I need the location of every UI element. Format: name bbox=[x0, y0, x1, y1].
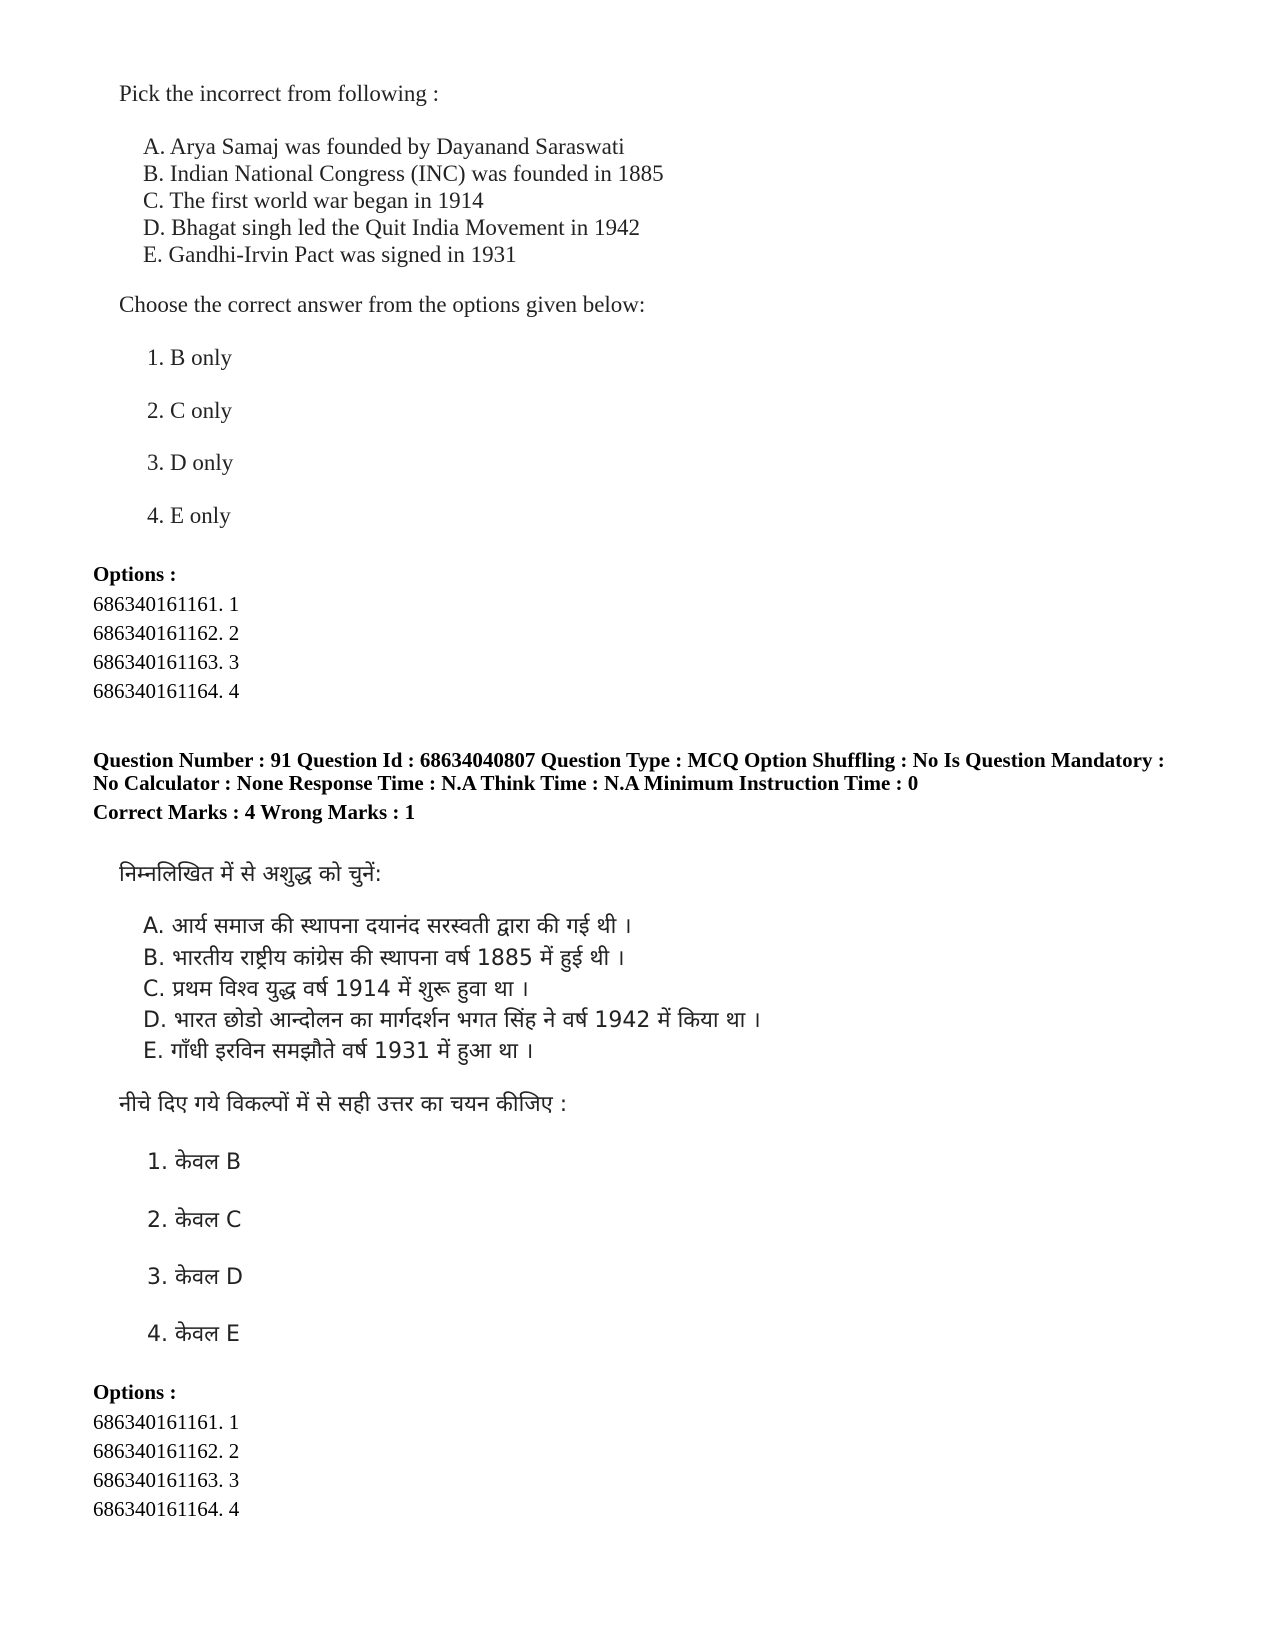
options-label: Options : bbox=[93, 562, 177, 586]
statement-a: A. Arya Samaj was founded by Dayanand Saraswati bbox=[143, 134, 625, 159]
choose-instruction: नीचे दिए गये विकल्पों में से सही उत्तर का चयन कीजिए : bbox=[119, 1092, 568, 1117]
statement-b: B. भारतीय राष्ट्रीय कांग्रेस की स्थापना वर्ष 1885 में हुई थी । bbox=[143, 946, 625, 971]
option-row: 686340161162. 2 bbox=[93, 621, 240, 645]
choice-3: 3. D only bbox=[147, 450, 234, 475]
statement-c: C. प्रथम विश्व युद्ध वर्ष 1914 में शुरू हुवा था । bbox=[143, 977, 529, 1002]
choose-instruction: Choose the correct answer from the options given below: bbox=[119, 292, 646, 317]
option-row: 686340161161. 1 bbox=[93, 1410, 240, 1434]
choice-4: 4. केवल E bbox=[147, 1322, 240, 1347]
statement-e: E. Gandhi-Irvin Pact was signed in 1931 bbox=[143, 242, 517, 267]
options-label: Options : bbox=[93, 1380, 177, 1404]
option-row: 686340161161. 1 bbox=[93, 592, 240, 616]
choice-2: 2. केवल C bbox=[147, 1208, 242, 1233]
question-prompt: Pick the incorrect from following : bbox=[119, 81, 440, 106]
statement-c: C. The first world war began in 1914 bbox=[143, 188, 484, 213]
option-row: 686340161164. 4 bbox=[93, 679, 240, 703]
option-row: 686340161162. 2 bbox=[93, 1439, 240, 1463]
choice-2: 2. C only bbox=[147, 398, 232, 423]
option-row: 686340161164. 4 bbox=[93, 1497, 240, 1521]
statement-a: A. आर्य समाज की स्थापना दयानंद सरस्वती द्वारा की गई थी । bbox=[143, 914, 632, 939]
choice-1: 1. केवल B bbox=[147, 1150, 242, 1175]
question-meta: Question Number : 91 Question Id : 68634040807 Question Type : MCQ Option Shuffling : No Is Question Mandatory : bbox=[93, 748, 1165, 772]
statement-e: E. गाँधी इरविन समझौते वर्ष 1931 में हुआ था । bbox=[143, 1039, 534, 1064]
statement-d: D. भारत छोडो आन्दोलन का मार्गदर्शन भगत सिंह ने वर्ष 1942 में किया था । bbox=[143, 1008, 761, 1033]
option-row: 686340161163. 3 bbox=[93, 1468, 240, 1492]
statement-b: B. Indian National Congress (INC) was founded in 1885 bbox=[143, 161, 664, 186]
choice-4: 4. E only bbox=[147, 503, 231, 528]
choice-1: 1. B only bbox=[147, 345, 232, 370]
question-prompt: निम्नलिखित में से अशुद्ध को चुनें: bbox=[119, 862, 382, 887]
option-row: 686340161163. 3 bbox=[93, 650, 240, 674]
question-meta: No Calculator : None Response Time : N.A Think Time : N.A Minimum Instruction Time : 0 bbox=[93, 771, 919, 795]
statement-d: D. Bhagat singh led the Quit India Movement in 1942 bbox=[143, 215, 640, 240]
choice-3: 3. केवल D bbox=[147, 1265, 243, 1290]
question-marks: Correct Marks : 4 Wrong Marks : 1 bbox=[93, 800, 416, 824]
